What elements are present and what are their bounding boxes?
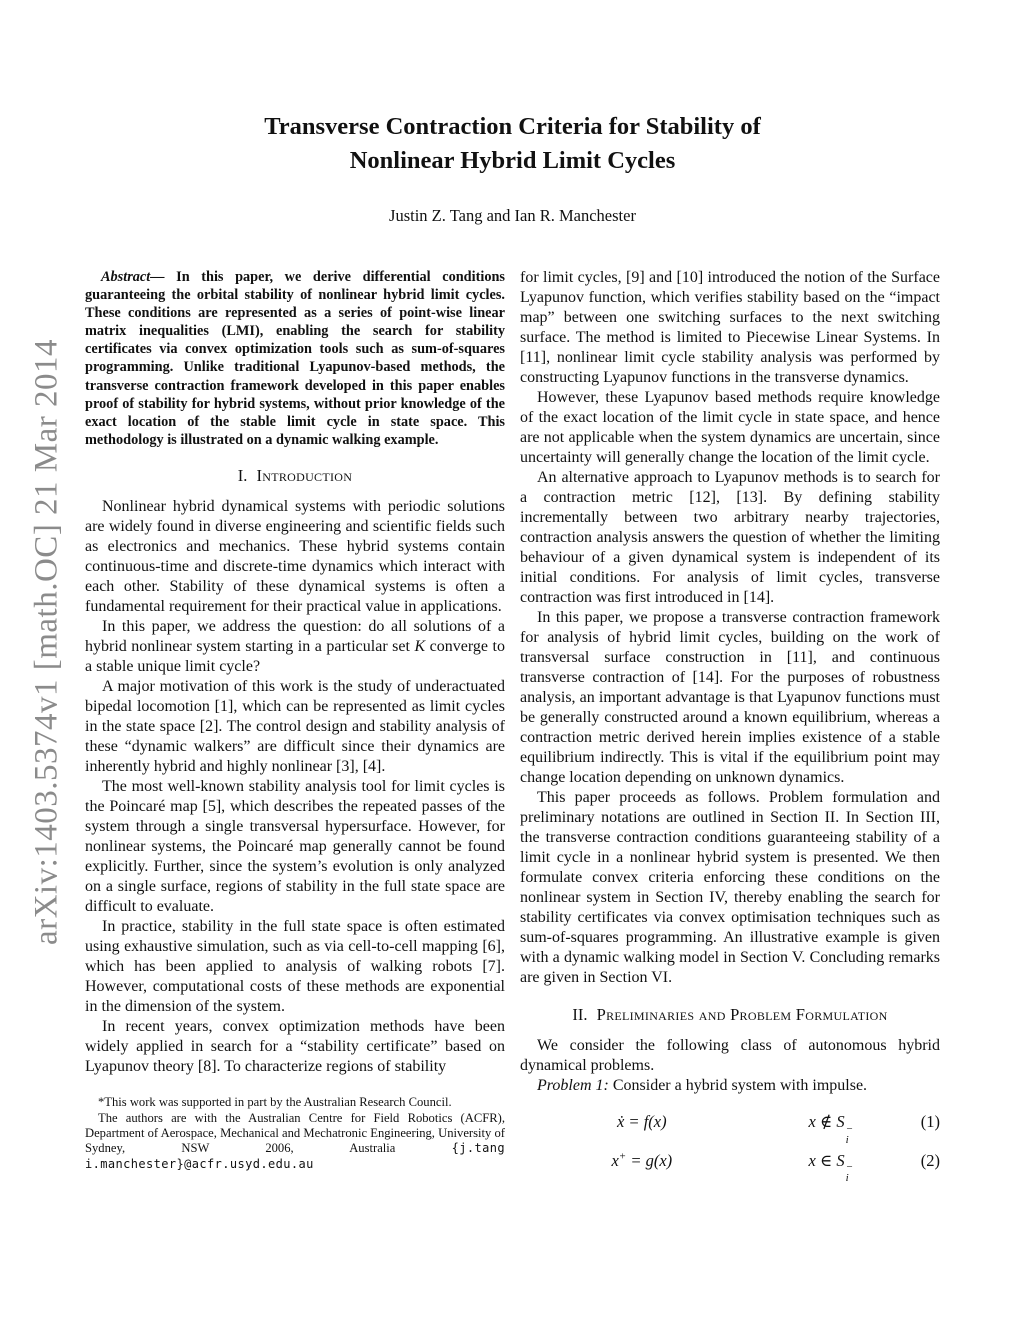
equation-2-superscript: − [845, 1161, 854, 1174]
paragraph-col2-2: However, these Lyapunov based methods require knowledge of the exact location of the limit cycle in state space, and hence are not applicable when the system dynamics are uncertain, since uncertainty will generally change the location of the limit cycle. [520, 388, 940, 466]
footnote-affiliation-text: The authors are with the Australian Centre for Field Robotics (ACFR), Department of Aerospace, Mechanical and Mechatronic Engineering, University of Sydney, NSW 2006, Australia [85, 1110, 505, 1156]
paragraph-col2-4: In this paper, we propose a transverse contraction framework for analysis of hybrid limit cycles, building on the work of transversal surface construction in [11], and continuous transverse contraction of [14]. For the purposes of robustness analysis, an important advantage is that Lyapunov functions must be generally constructed around a known equilibrium, whereas a contraction metric derived herein implies existence of a stable equilibrium indirectly. This is vital if the equilibrium point may change location depending on unknown dynamics. [520, 608, 940, 786]
abstract [85, 268, 505, 450]
author-footnote [85, 1095, 505, 1172]
problem-text: Consider a hybrid system with impulse. [608, 1076, 868, 1094]
paper-content [85, 0, 940, 1189]
problem-statement [520, 1076, 940, 1096]
abstract-text: In this paper, we derive differential conditions guaranteeing the orbital stability of nonlinear hybrid limit cycles. These conditions are represented as a series of point-wise linear matrix inequalities (LMI), enabling the search for stability certificates via convex optimization tools such as sum-of-squares programming. Unlike traditional Lyapunov-based methods, the transverse contraction framework developed in this paper enables proof of stability for hybrid systems, without prior knowledge of the exact location of the stable limit cycle in state space. This methodology is illustrated on a dynamic walking example. [85, 268, 505, 448]
math-set-k: K [414, 638, 426, 656]
footnote-affiliation [85, 1111, 505, 1172]
equation-2-subscript: i [845, 1172, 849, 1185]
equation-1-condition [764, 1112, 898, 1146]
paragraph-section2-1: We consider the following class of autonomous hybrid dynamical problems. [520, 1036, 940, 1074]
paragraph-intro-2-post: converge to a stable unique limit cycle? [85, 638, 506, 676]
paragraph-intro-5: In practice, stability in the full state space is often estimated using exhaustive simulation, such as via cell-to-cell mapping [6], which has been applied to analysis of walking robots [7]. However, computational costs of these methods are exponential in the dimension of the system. [85, 918, 505, 1016]
paragraph-col2-3: An alternative approach to Lyapunov methods is to search for a contraction metric [12], [13]. By defining stability incrementally between two arbitrary nearby trajectories, contraction analysis answers the question of whether the limiting behaviour of a given dynamical system is independent of its initial conditions. For analysis of limit cycles, transverse contraction was first introduced in [14]. [520, 468, 940, 606]
paragraph-intro-6: In recent years, convex optimization methods have been widely applied in search for a “stability certificate” based on Lyapunov theory [8]. To characterize regions of stability [85, 1018, 505, 1076]
equation-2-lhs-rest: = g(x) [626, 1150, 673, 1170]
paragraph-col2-1: for limit cycles, [9] and [10] introduced the notion of the Surface Lyapunov function, which verifies stability based on the “impact map” between one switching surfaces to the next switching surface. The method is limited to Piecewise Linear Systems. In [11], nonlinear limit cycle stability analysis was performed by constructing Lyapunov functions in the transverse dynamics. [520, 268, 940, 386]
equation-1-lhs: ẋ = f(x) [616, 1111, 667, 1131]
section-number: II. [572, 1004, 588, 1024]
left-column [85, 268, 505, 1190]
footnote-support: *This work was supported in part by the Australian Research Council. [98, 1095, 452, 1110]
paragraph-intro-4: The most well-known stability analysis tool for limit cycles is the Poincaré map [5], which describes the repeated passes of the system through a single transversal hypersurface. However, for nonlinear systems, the Poincaré map generally cannot be found explicitly. Further, since the system’s evolution is only analyzed on a single surface, regions of stability in the full state space are difficult to evaluate. [85, 778, 505, 916]
section-number: I. [237, 466, 248, 486]
paragraph-intro-2 [85, 617, 505, 677]
paper-header [85, 0, 940, 226]
equation-2-lhs-superscript: + [618, 1150, 627, 1163]
paragraph-intro-3: A major motivation of this work is the study of underactuated bipedal locomotion [1], which can be represented as limit cycles in the state space [2]. The control design and stability analysis of these “dynamic walkers” are difficult since their dynamics are inherently hybrid and highly nonlinear [3], [4]. [85, 678, 505, 776]
right-column [520, 268, 940, 1190]
equation-2-condition-base: x ∈ S [808, 1150, 845, 1170]
contact-email: {j.tang i.manchester}@acfr.usyd.edu.au [85, 1141, 505, 1171]
equation-1-subscript: i [845, 1133, 849, 1146]
two-column-layout [85, 268, 940, 1190]
arxiv-watermark: arXiv:1403.5374v1 [math.OC] 21 Mar 2014 [28, 338, 65, 946]
equation-2 [520, 1151, 940, 1185]
equation-1-superscript: − [845, 1122, 854, 1135]
equation-2-lhs [520, 1151, 764, 1171]
equation-1-number: (1) [920, 1111, 940, 1131]
section-heading-preliminaries [520, 1005, 940, 1025]
section-title: Preliminaries and Problem Formulation [596, 1004, 888, 1024]
equation-2-condition [764, 1151, 898, 1185]
paragraph-col2-5: This paper proceeds as follows. Problem formulation and preliminary notations are outlined in Section II. In Section III, the transverse contraction conditions guaranteeing stability of a limit cycle in a nonlinear hybrid system is presented. We then formulate convex criteria enforcing these conditions on the nonlinear system in Section IV, thereby enabling the search for stability certificates via convex optimisation techniques such as sum-of-squares programming. An illustrative example is given with a dynamic walking model in Section V. Concluding remarks are given in Section VI. [520, 788, 940, 986]
section-title: Introduction [256, 466, 353, 486]
abstract-label: Abstract— [101, 268, 177, 285]
equation-2-number: (2) [920, 1150, 940, 1170]
equation-1 [520, 1112, 940, 1146]
equation-1-supsub [846, 1124, 853, 1146]
equation-2-supsub [846, 1162, 853, 1184]
equation-block [520, 1112, 940, 1185]
equation-1-condition-base: x ∉ S [808, 1111, 845, 1131]
paragraph-intro-2-pre: In this paper, we address the question: do all solutions of a hybrid nonlinear system starting in a particular set [85, 618, 505, 656]
paper-title-line1: Transverse Contraction Criteria for Stability of [264, 113, 761, 140]
paper-authors: Justin Z. Tang and Ian R. Manchester [389, 205, 636, 225]
paper-title [85, 110, 940, 179]
problem-label: Problem 1: [537, 1076, 609, 1094]
equation-2-lhs-base: x [611, 1150, 619, 1170]
paragraph-intro-1: Nonlinear hybrid dynamical systems with periodic solutions are widely found in diverse engineering and scientific fields such as electronics and mechanics. These hybrid systems contain continuous-time and discrete-time dynamics which interact with each other. Stability of these dynamical systems is often a fundamental requirement for their practical value in applications. [85, 498, 505, 616]
section-heading-introduction [85, 466, 505, 486]
paper-title-line2: Nonlinear Hybrid Limit Cycles [349, 147, 676, 175]
